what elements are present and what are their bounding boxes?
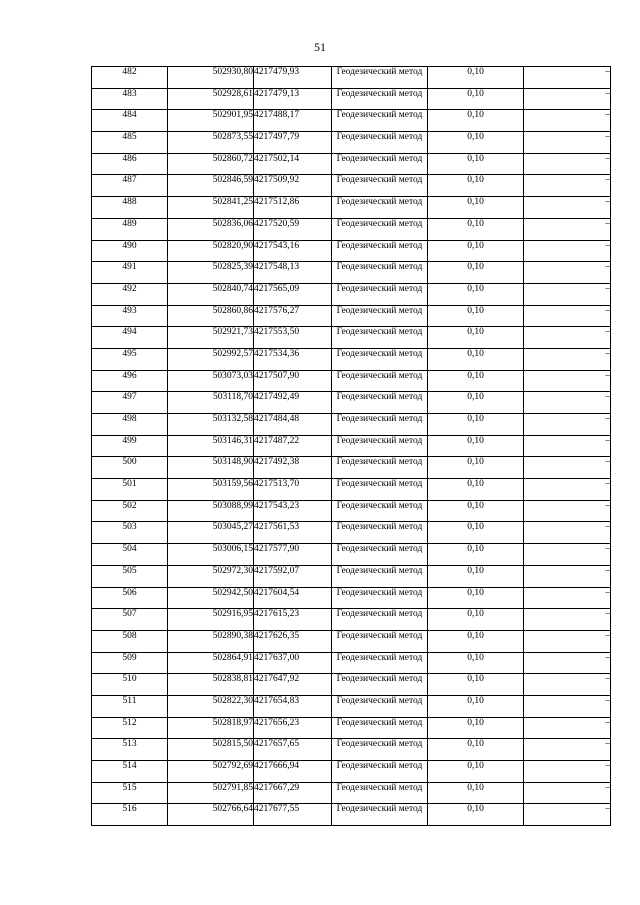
- method-cell: Геодезический метод: [332, 761, 428, 783]
- precision-cell: 0,10: [428, 175, 524, 197]
- table-row: [92, 717, 611, 739]
- precision-cell: 0,10: [428, 327, 524, 349]
- point-number-cell: 515: [92, 782, 168, 804]
- note-cell: –: [524, 348, 611, 370]
- precision-cell: 0,10: [428, 67, 524, 89]
- table-row: [92, 218, 611, 240]
- method-cell: Геодезический метод: [332, 587, 428, 609]
- x-coordinate-cell: 502916,95: [168, 609, 254, 631]
- note-cell: –: [524, 262, 611, 284]
- precision-cell: 0,10: [428, 435, 524, 457]
- point-number-cell: 496: [92, 370, 168, 392]
- y-coordinate-cell: 4217626,35: [254, 630, 332, 652]
- y-coordinate-cell: 4217548,13: [254, 262, 332, 284]
- point-number-cell: 512: [92, 717, 168, 739]
- note-cell: –: [524, 804, 611, 826]
- table-row: [92, 262, 611, 284]
- x-coordinate-cell: 502860,72: [168, 153, 254, 175]
- y-coordinate-cell: 4217534,36: [254, 348, 332, 370]
- table-row: [92, 348, 611, 370]
- precision-cell: 0,10: [428, 717, 524, 739]
- y-coordinate-cell: 4217484,48: [254, 414, 332, 436]
- x-coordinate-cell: 503159,56: [168, 479, 254, 501]
- method-cell: Геодезический метод: [332, 782, 428, 804]
- table-row: [92, 500, 611, 522]
- table-row: [92, 587, 611, 609]
- point-number-cell: 494: [92, 327, 168, 349]
- note-cell: –: [524, 674, 611, 696]
- x-coordinate-cell: 502928,61: [168, 88, 254, 110]
- x-coordinate-cell: 502860,86: [168, 305, 254, 327]
- precision-cell: 0,10: [428, 565, 524, 587]
- point-number-cell: 489: [92, 218, 168, 240]
- precision-cell: 0,10: [428, 414, 524, 436]
- y-coordinate-cell: 4217604,54: [254, 587, 332, 609]
- table-row: [92, 392, 611, 414]
- x-coordinate-cell: 502822,30: [168, 695, 254, 717]
- note-cell: –: [524, 782, 611, 804]
- method-cell: Геодезический метод: [332, 327, 428, 349]
- x-coordinate-cell: 502766,64: [168, 804, 254, 826]
- point-number-cell: 506: [92, 587, 168, 609]
- x-coordinate-cell: 502972,30: [168, 565, 254, 587]
- y-coordinate-cell: 4217654,83: [254, 695, 332, 717]
- x-coordinate-cell: 503148,90: [168, 457, 254, 479]
- precision-cell: 0,10: [428, 587, 524, 609]
- method-cell: Геодезический метод: [332, 565, 428, 587]
- note-cell: –: [524, 392, 611, 414]
- method-cell: Геодезический метод: [332, 392, 428, 414]
- note-cell: –: [524, 153, 611, 175]
- method-cell: Геодезический метод: [332, 522, 428, 544]
- note-cell: –: [524, 305, 611, 327]
- precision-cell: 0,10: [428, 457, 524, 479]
- precision-cell: 0,10: [428, 674, 524, 696]
- table-row: [92, 132, 611, 154]
- table-row: [92, 652, 611, 674]
- method-cell: Геодезический метод: [332, 609, 428, 631]
- point-number-cell: 505: [92, 565, 168, 587]
- point-number-cell: 487: [92, 175, 168, 197]
- x-coordinate-cell: 502840,74: [168, 283, 254, 305]
- table-row: [92, 370, 611, 392]
- x-coordinate-cell: 502864,91: [168, 652, 254, 674]
- x-coordinate-cell: 502930,80: [168, 67, 254, 89]
- note-cell: –: [524, 479, 611, 501]
- x-coordinate-cell: 502921,73: [168, 327, 254, 349]
- note-cell: –: [524, 717, 611, 739]
- table-row: [92, 609, 611, 631]
- table-row: [92, 479, 611, 501]
- table-row: [92, 522, 611, 544]
- y-coordinate-cell: 4217637,00: [254, 652, 332, 674]
- note-cell: –: [524, 132, 611, 154]
- table-row: [92, 240, 611, 262]
- point-number-cell: 511: [92, 695, 168, 717]
- precision-cell: 0,10: [428, 479, 524, 501]
- x-coordinate-cell: 502942,50: [168, 587, 254, 609]
- x-coordinate-cell: 503088,99: [168, 500, 254, 522]
- x-coordinate-cell: 502846,59: [168, 175, 254, 197]
- precision-cell: 0,10: [428, 370, 524, 392]
- table-row: [92, 67, 611, 89]
- note-cell: –: [524, 587, 611, 609]
- method-cell: Геодезический метод: [332, 283, 428, 305]
- x-coordinate-cell: 502901,95: [168, 110, 254, 132]
- precision-cell: 0,10: [428, 348, 524, 370]
- method-cell: Геодезический метод: [332, 414, 428, 436]
- method-cell: Геодезический метод: [332, 348, 428, 370]
- method-cell: Геодезический метод: [332, 175, 428, 197]
- table-row: [92, 153, 611, 175]
- note-cell: –: [524, 197, 611, 219]
- table-row: [92, 197, 611, 219]
- method-cell: Геодезический метод: [332, 804, 428, 826]
- y-coordinate-cell: 4217497,79: [254, 132, 332, 154]
- method-cell: Геодезический метод: [332, 500, 428, 522]
- point-number-cell: 492: [92, 283, 168, 305]
- point-number-cell: 514: [92, 761, 168, 783]
- y-coordinate-cell: 4217492,49: [254, 392, 332, 414]
- y-coordinate-cell: 4217543,16: [254, 240, 332, 262]
- precision-cell: 0,10: [428, 544, 524, 566]
- point-number-cell: 513: [92, 739, 168, 761]
- y-coordinate-cell: 4217488,17: [254, 110, 332, 132]
- y-coordinate-cell: 4217615,23: [254, 609, 332, 631]
- point-number-cell: 509: [92, 652, 168, 674]
- x-coordinate-cell: 502825,39: [168, 262, 254, 284]
- method-cell: Геодезический метод: [332, 132, 428, 154]
- y-coordinate-cell: 4217509,92: [254, 175, 332, 197]
- x-coordinate-cell: 502818,97: [168, 717, 254, 739]
- y-coordinate-cell: 4217577,90: [254, 544, 332, 566]
- table-row: [92, 544, 611, 566]
- coordinates-table-body: [92, 67, 611, 826]
- point-number-cell: 510: [92, 674, 168, 696]
- x-coordinate-cell: 502890,38: [168, 630, 254, 652]
- point-number-cell: 503: [92, 522, 168, 544]
- note-cell: –: [524, 652, 611, 674]
- method-cell: Геодезический метод: [332, 544, 428, 566]
- precision-cell: 0,10: [428, 262, 524, 284]
- point-number-cell: 507: [92, 609, 168, 631]
- table-row: [92, 782, 611, 804]
- precision-cell: 0,10: [428, 695, 524, 717]
- note-cell: –: [524, 761, 611, 783]
- y-coordinate-cell: 4217513,70: [254, 479, 332, 501]
- point-number-cell: 493: [92, 305, 168, 327]
- x-coordinate-cell: 502873,55: [168, 132, 254, 154]
- x-coordinate-cell: 502841,25: [168, 197, 254, 219]
- note-cell: –: [524, 522, 611, 544]
- point-number-cell: 488: [92, 197, 168, 219]
- method-cell: Геодезический метод: [332, 739, 428, 761]
- x-coordinate-cell: 503045,27: [168, 522, 254, 544]
- note-cell: –: [524, 175, 611, 197]
- precision-cell: 0,10: [428, 218, 524, 240]
- precision-cell: 0,10: [428, 283, 524, 305]
- method-cell: Геодезический метод: [332, 630, 428, 652]
- point-number-cell: 500: [92, 457, 168, 479]
- note-cell: –: [524, 739, 611, 761]
- method-cell: Геодезический метод: [332, 197, 428, 219]
- table-row: [92, 739, 611, 761]
- note-cell: –: [524, 565, 611, 587]
- method-cell: Геодезический метод: [332, 262, 428, 284]
- precision-cell: 0,10: [428, 153, 524, 175]
- note-cell: –: [524, 630, 611, 652]
- precision-cell: 0,10: [428, 739, 524, 761]
- note-cell: –: [524, 435, 611, 457]
- x-coordinate-cell: 503132,58: [168, 414, 254, 436]
- x-coordinate-cell: 503073,03: [168, 370, 254, 392]
- y-coordinate-cell: 4217657,65: [254, 739, 332, 761]
- method-cell: Геодезический метод: [332, 67, 428, 89]
- y-coordinate-cell: 4217565,09: [254, 283, 332, 305]
- x-coordinate-cell: 502836,06: [168, 218, 254, 240]
- note-cell: –: [524, 695, 611, 717]
- point-number-cell: 485: [92, 132, 168, 154]
- method-cell: Геодезический метод: [332, 717, 428, 739]
- point-number-cell: 482: [92, 67, 168, 89]
- point-number-cell: 495: [92, 348, 168, 370]
- x-coordinate-cell: 503118,70: [168, 392, 254, 414]
- note-cell: –: [524, 414, 611, 436]
- x-coordinate-cell: 502815,50: [168, 739, 254, 761]
- method-cell: Геодезический метод: [332, 88, 428, 110]
- note-cell: –: [524, 609, 611, 631]
- x-coordinate-cell: 503146,31: [168, 435, 254, 457]
- y-coordinate-cell: 4217656,23: [254, 717, 332, 739]
- y-coordinate-cell: 4217507,90: [254, 370, 332, 392]
- precision-cell: 0,10: [428, 88, 524, 110]
- method-cell: Геодезический метод: [332, 305, 428, 327]
- y-coordinate-cell: 4217647,92: [254, 674, 332, 696]
- y-coordinate-cell: 4217487,22: [254, 435, 332, 457]
- table-row: [92, 175, 611, 197]
- point-number-cell: 497: [92, 392, 168, 414]
- precision-cell: 0,10: [428, 392, 524, 414]
- y-coordinate-cell: 4217553,50: [254, 327, 332, 349]
- point-number-cell: 491: [92, 262, 168, 284]
- precision-cell: 0,10: [428, 132, 524, 154]
- point-number-cell: 501: [92, 479, 168, 501]
- table-row: [92, 565, 611, 587]
- precision-cell: 0,10: [428, 110, 524, 132]
- x-coordinate-cell: 502820,90: [168, 240, 254, 262]
- table-row: [92, 283, 611, 305]
- method-cell: Геодезический метод: [332, 370, 428, 392]
- table-row: [92, 414, 611, 436]
- point-number-cell: 502: [92, 500, 168, 522]
- point-number-cell: 499: [92, 435, 168, 457]
- page-number: 51: [314, 40, 326, 54]
- method-cell: Геодезический метод: [332, 153, 428, 175]
- note-cell: –: [524, 283, 611, 305]
- point-number-cell: 516: [92, 804, 168, 826]
- precision-cell: 0,10: [428, 305, 524, 327]
- precision-cell: 0,10: [428, 609, 524, 631]
- point-number-cell: 508: [92, 630, 168, 652]
- precision-cell: 0,10: [428, 630, 524, 652]
- note-cell: –: [524, 218, 611, 240]
- note-cell: –: [524, 544, 611, 566]
- coordinates-table: [91, 66, 611, 826]
- precision-cell: 0,10: [428, 782, 524, 804]
- precision-cell: 0,10: [428, 197, 524, 219]
- x-coordinate-cell: 503006,15: [168, 544, 254, 566]
- precision-cell: 0,10: [428, 500, 524, 522]
- x-coordinate-cell: 502792,69: [168, 761, 254, 783]
- note-cell: –: [524, 327, 611, 349]
- point-number-cell: 486: [92, 153, 168, 175]
- y-coordinate-cell: 4217502,14: [254, 153, 332, 175]
- table-row: [92, 630, 611, 652]
- table-row: [92, 327, 611, 349]
- y-coordinate-cell: 4217666,94: [254, 761, 332, 783]
- table-row: [92, 695, 611, 717]
- precision-cell: 0,10: [428, 652, 524, 674]
- y-coordinate-cell: 4217677,55: [254, 804, 332, 826]
- table-row: [92, 761, 611, 783]
- y-coordinate-cell: 4217492,38: [254, 457, 332, 479]
- precision-cell: 0,10: [428, 804, 524, 826]
- y-coordinate-cell: 4217479,93: [254, 67, 332, 89]
- note-cell: –: [524, 500, 611, 522]
- y-coordinate-cell: 4217543,23: [254, 500, 332, 522]
- x-coordinate-cell: 502992,57: [168, 348, 254, 370]
- note-cell: –: [524, 240, 611, 262]
- y-coordinate-cell: 4217479,13: [254, 88, 332, 110]
- note-cell: –: [524, 110, 611, 132]
- y-coordinate-cell: 4217520,59: [254, 218, 332, 240]
- precision-cell: 0,10: [428, 522, 524, 544]
- method-cell: Геодезический метод: [332, 652, 428, 674]
- note-cell: –: [524, 67, 611, 89]
- method-cell: Геодезический метод: [332, 479, 428, 501]
- table-row: [92, 457, 611, 479]
- note-cell: –: [524, 457, 611, 479]
- point-number-cell: 483: [92, 88, 168, 110]
- table-row: [92, 305, 611, 327]
- y-coordinate-cell: 4217576,27: [254, 305, 332, 327]
- point-number-cell: 498: [92, 414, 168, 436]
- table-row: [92, 435, 611, 457]
- table-row: [92, 804, 611, 826]
- y-coordinate-cell: 4217512,86: [254, 197, 332, 219]
- note-cell: –: [524, 88, 611, 110]
- method-cell: Геодезический метод: [332, 674, 428, 696]
- y-coordinate-cell: 4217667,29: [254, 782, 332, 804]
- point-number-cell: 484: [92, 110, 168, 132]
- point-number-cell: 504: [92, 544, 168, 566]
- method-cell: Геодезический метод: [332, 240, 428, 262]
- precision-cell: 0,10: [428, 761, 524, 783]
- y-coordinate-cell: 4217592,07: [254, 565, 332, 587]
- method-cell: Геодезический метод: [332, 435, 428, 457]
- x-coordinate-cell: 502791,85: [168, 782, 254, 804]
- table-row: [92, 110, 611, 132]
- x-coordinate-cell: 502838,81: [168, 674, 254, 696]
- precision-cell: 0,10: [428, 240, 524, 262]
- method-cell: Геодезический метод: [332, 695, 428, 717]
- method-cell: Геодезический метод: [332, 457, 428, 479]
- note-cell: –: [524, 370, 611, 392]
- table-row: [92, 88, 611, 110]
- point-number-cell: 490: [92, 240, 168, 262]
- method-cell: Геодезический метод: [332, 110, 428, 132]
- method-cell: Геодезический метод: [332, 218, 428, 240]
- y-coordinate-cell: 4217561,53: [254, 522, 332, 544]
- table-row: [92, 674, 611, 696]
